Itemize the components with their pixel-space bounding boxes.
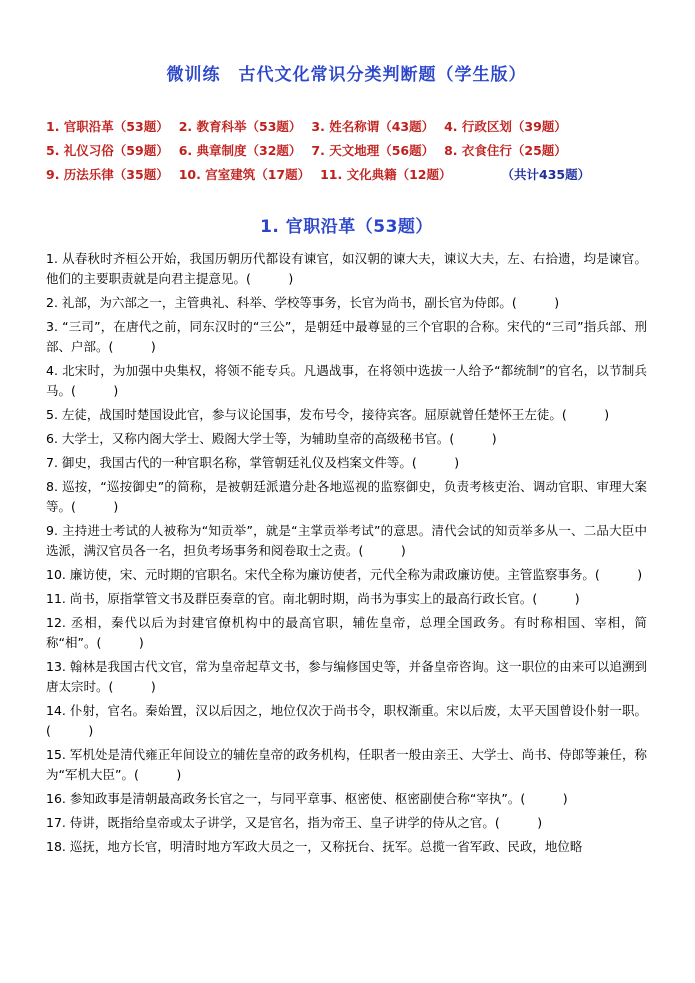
question-item <box>46 613 647 653</box>
toc-item: 7. 天文地理（56题） <box>311 143 435 158</box>
question-text: 9. 主持进士考试的人被称为“知贡举”，就是“主掌贡举考试”的意思。清代会试的知贡举多从一、二品大臣中选派，满汉官员各一名，担负考场事务和阅卷取士之责。 <box>46 523 647 558</box>
question-text: 13. 翰林是我国古代文官，常为皇帝起草文书，参与编修国史等，并备皇帝咨询。这一职位的由来可以追溯到唐太宗时。 <box>46 659 647 694</box>
section-title: 1. 官职沿革（53题） <box>260 217 433 237</box>
question-text: 18. 巡抚，地方长官，明清时地方军政大员之一，又称抚台、抚军。总揽一省军政、民政，地位略 <box>46 839 583 854</box>
question-item <box>46 453 647 473</box>
toc-item: 1. 官职沿革（53题） <box>46 119 169 134</box>
question-text: 14. 仆射，官名。秦始置，汉以后因之，地位仅次于尚书令，职权渐重。宋以后废，太平天国曾设仆射一职。 <box>46 703 647 718</box>
toc-item: 6. 典章制度（32题） <box>178 143 302 158</box>
answer-blank[interactable]: ( ) <box>494 815 543 830</box>
question-item <box>46 317 647 357</box>
toc-item: 3. 姓名称谓（43题） <box>311 119 435 134</box>
question-item <box>46 745 647 785</box>
toc-item: 11. 文化典籍（12题） <box>320 167 452 182</box>
answer-blank[interactable]: ( ) <box>520 791 568 806</box>
question-text: 16. 参知政事是清朝最高政务长官之一，与同平章事、枢密使、枢密副使合称“宰执”。 <box>46 791 521 806</box>
answer-blank[interactable]: ( ) <box>411 455 460 470</box>
toc-item: 4. 行政区划（39题） <box>444 119 567 134</box>
question-text: 4. 北宋时，为加强中央集权，将领不能专兵。凡遇战事，在将领中选拔一人给予“都统制”的官名，以节制兵马。 <box>46 363 647 398</box>
question-text: 3. “三司”，在唐代之前，同东汉时的“三公”，是朝廷中最尊显的三个官职的合称。宋代的“三司”指兵部、刑部、户部。 <box>46 319 647 354</box>
answer-blank[interactable]: ( ) <box>449 431 497 446</box>
toc-row <box>46 115 647 139</box>
question-item <box>46 589 647 609</box>
question-item <box>46 789 647 809</box>
question-text: 2. 礼部，为六部之一，主管典礼、科举、学校等事务，长官为尚书，副长官为侍郎。 <box>46 295 512 310</box>
answer-blank[interactable]: ( ) <box>108 679 156 694</box>
question-item <box>46 521 647 561</box>
toc-row <box>46 163 647 187</box>
answer-blank[interactable]: ( ) <box>358 543 406 558</box>
question-item <box>46 477 647 517</box>
toc-item: 9. 历法乐律（35题） <box>46 167 169 182</box>
question-item <box>46 837 647 857</box>
question-item <box>46 657 647 697</box>
answer-blank[interactable]: ( ) <box>108 339 156 354</box>
question-text: 11. 尚书，原指掌管文书及群臣奏章的官。南北朝时期，尚书为事实上的最高行政长官。 <box>46 591 533 606</box>
answer-blank[interactable]: ( ) <box>133 767 182 782</box>
toc-row <box>46 139 647 163</box>
answer-blank[interactable]: ( ) <box>594 567 643 582</box>
toc-item: 5. 礼仪习俗（59题） <box>46 143 169 158</box>
answer-blank[interactable]: ( ) <box>96 635 144 650</box>
answer-blank[interactable]: ( ) <box>561 407 610 422</box>
total-count: （共计435题） <box>501 167 591 182</box>
question-text: 15. 军机处是清代雍正年间设立的辅佐皇帝的政务机构，任职者一般由亲王、大学士、尚书、侍郎等兼任，称为“军机大臣”。 <box>46 747 647 782</box>
question-text: 1. 从春秋时齐桓公开始，我国历朝历代都设有谏官，如汉朝的谏大夫，谏议大夫，左、右拾遗，均是谏官。他们的主要职责就是向君主提意见。 <box>46 251 647 286</box>
question-item <box>46 429 647 449</box>
question-text: 6. 大学士，又称内阁大学士、殿阁大学士等，为辅助皇帝的高级秘书官。 <box>46 431 450 446</box>
question-text: 5. 左徒，战国时楚国设此官，参与议论国事，发布号令，接待宾客。屈原就曾任楚怀王左徒。 <box>46 407 562 422</box>
question-text: 7. 御史，我国古代的一种官职名称，掌管朝廷礼仪及档案文件等。 <box>46 455 412 470</box>
question-item <box>46 361 647 401</box>
answer-blank[interactable]: ( ) <box>71 383 119 398</box>
question-list <box>46 249 647 857</box>
question-item <box>46 405 647 425</box>
answer-blank[interactable]: ( ) <box>71 499 119 514</box>
question-item <box>46 249 647 289</box>
page-title: 微训练 古代文化常识分类判断题（学生版） <box>166 65 527 85</box>
answer-blank[interactable]: ( ) <box>46 723 94 738</box>
answer-blank[interactable]: ( ) <box>511 295 560 310</box>
question-text: 17. 侍讲，既指给皇帝或太子讲学，又是官名，指为帝王、皇子讲学的侍从之官。 <box>46 815 495 830</box>
question-text: 10. 廉访使，宋、元时期的官职名。宋代全称为廉访使者，元代全称为肃政廉访使。主管监察事务。 <box>46 567 595 582</box>
answer-blank[interactable]: ( ) <box>532 591 580 606</box>
question-text: 12. 丞相，秦代以后为封建官僚机构中的最高官职，辅佐皇帝，总理全国政务。有时称相国、宰相，简称“相”。 <box>46 615 647 650</box>
toc-item: 8. 衣食住行（25题） <box>444 143 567 158</box>
toc-item: 2. 教育科举（53题） <box>178 119 302 134</box>
answer-blank[interactable]: ( ) <box>246 271 294 286</box>
question-item <box>46 813 647 833</box>
category-index <box>46 115 647 187</box>
question-item <box>46 701 647 741</box>
question-item <box>46 293 647 313</box>
question-item <box>46 565 647 585</box>
question-text: 8. 巡按，“巡按御史”的简称，是被朝廷派遣分赴各地巡视的监察御史，负责考核吏治、调动官职、审理大案等。 <box>46 479 647 514</box>
toc-item: 10. 宫室建筑（17题） <box>178 167 311 182</box>
